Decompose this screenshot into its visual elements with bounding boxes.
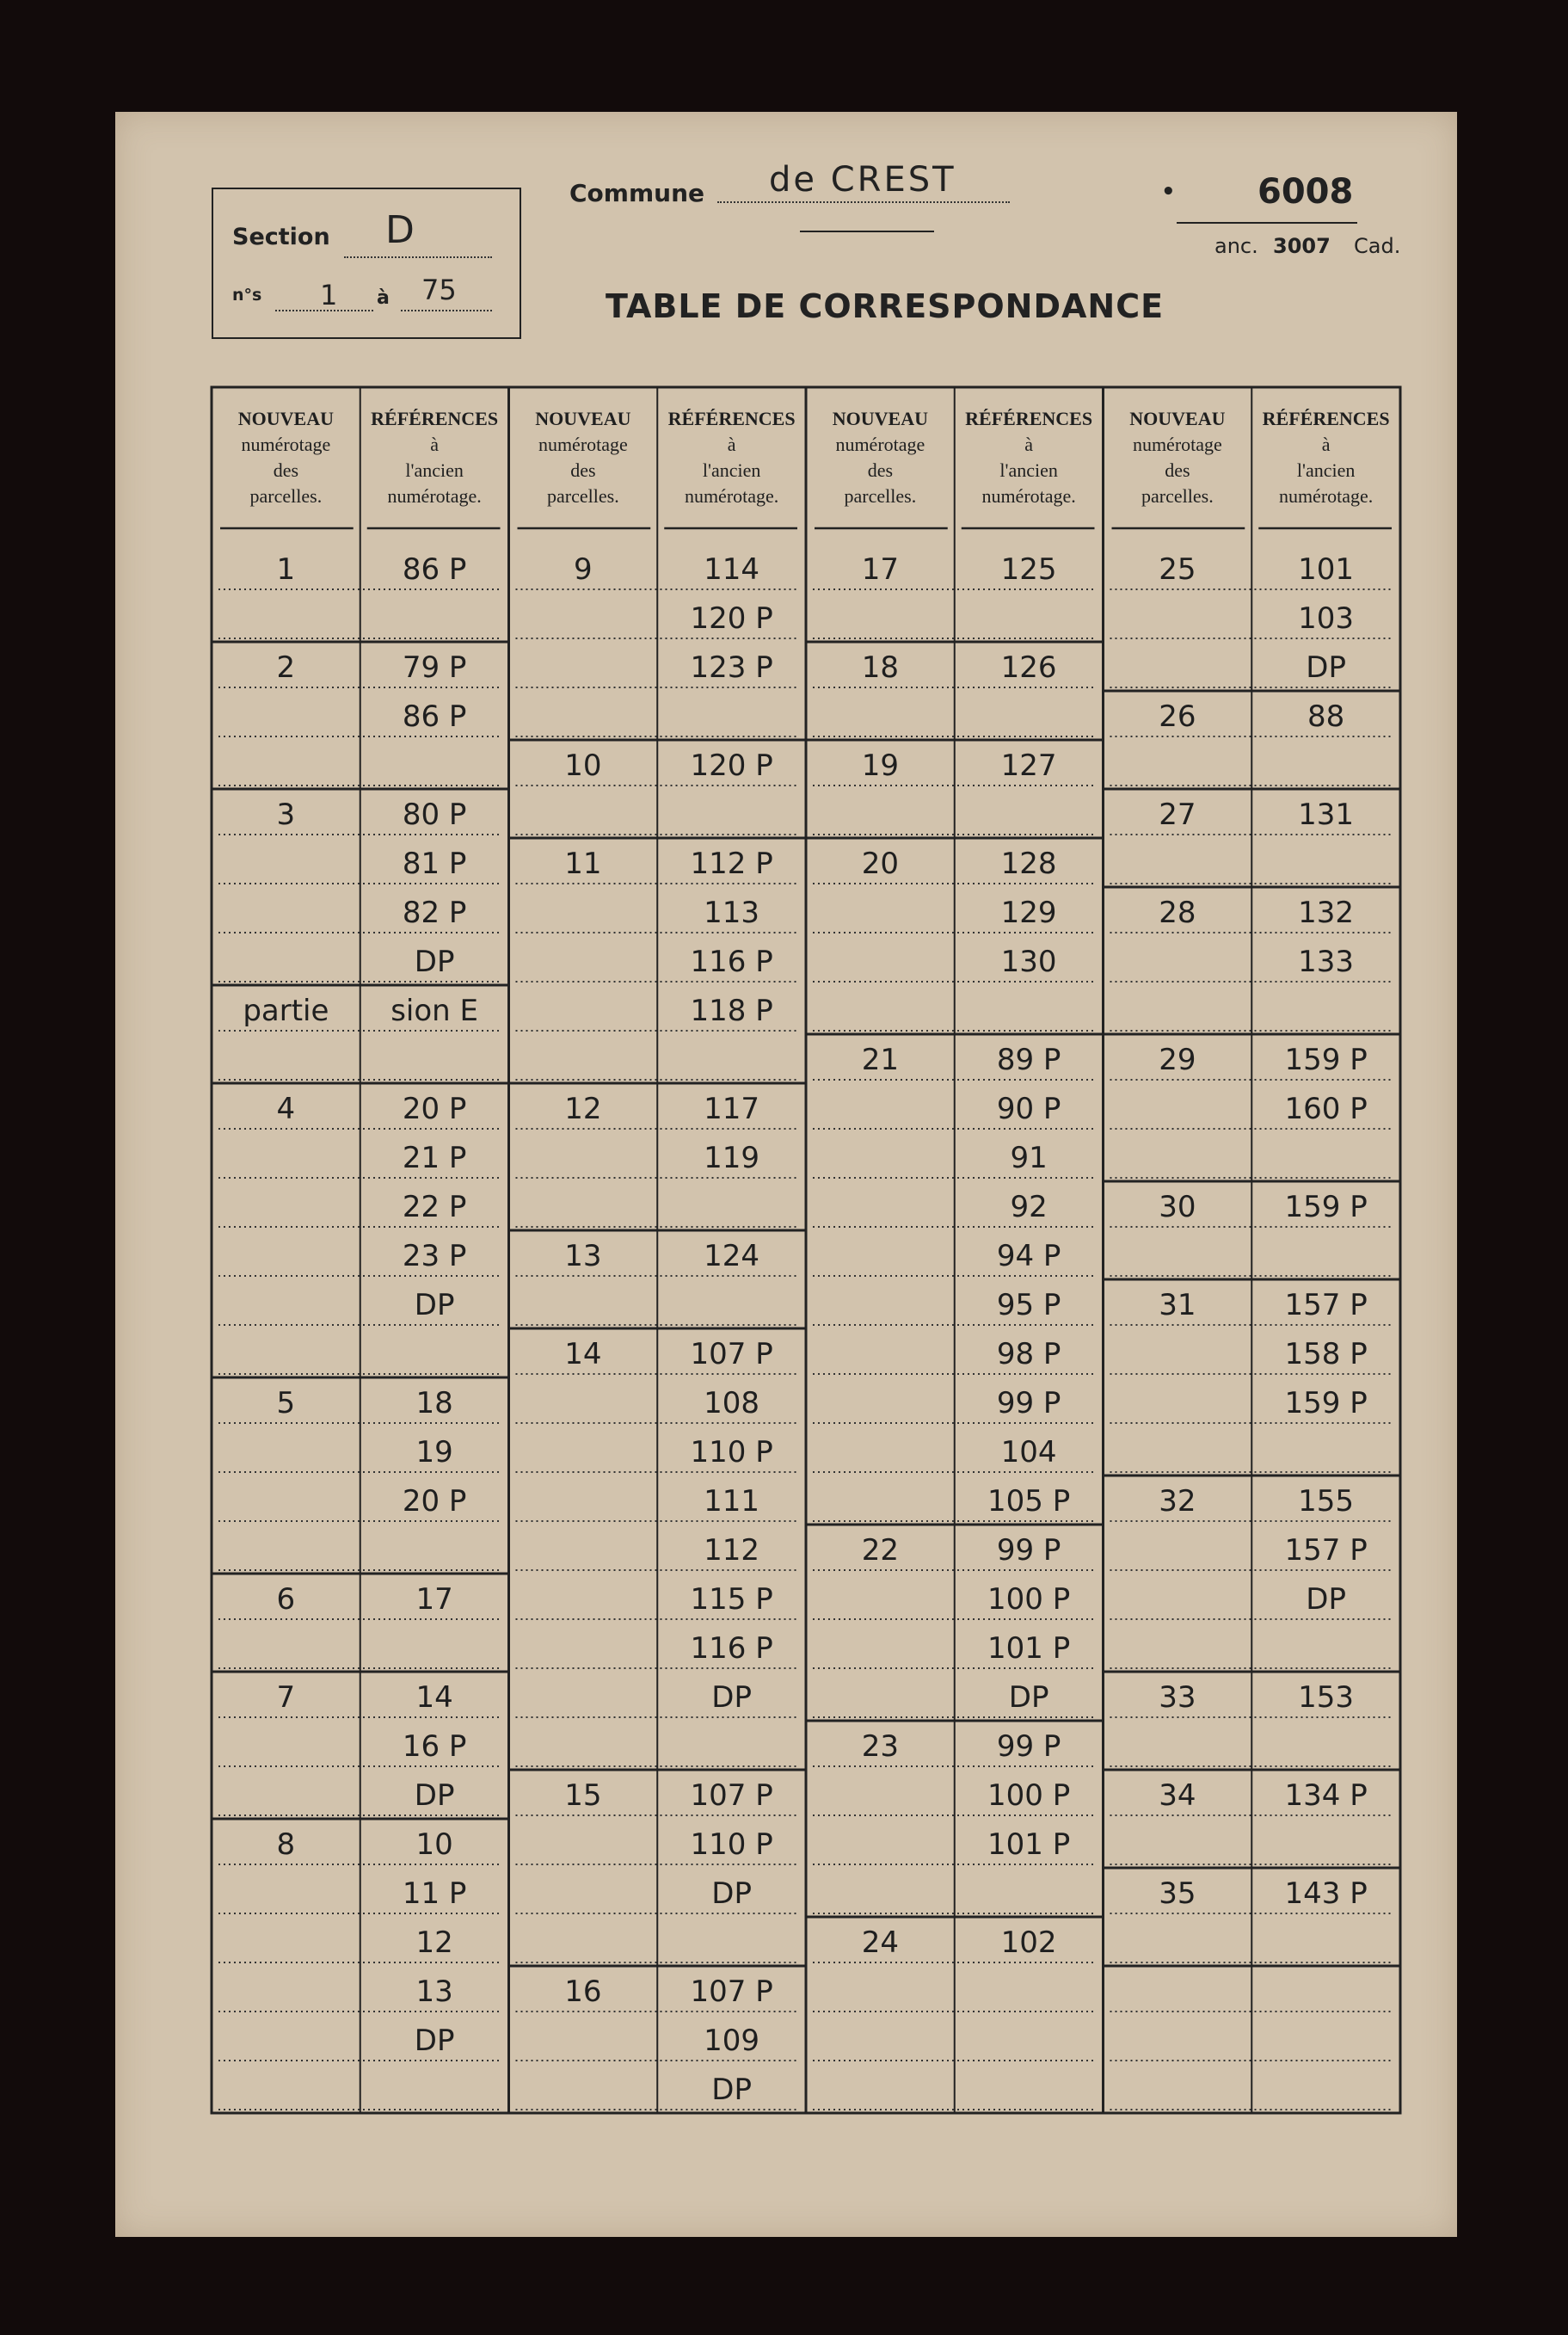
parcel-old-reference: 90 P: [996, 1092, 1061, 1126]
parcel-old-reference: 115 P: [690, 1582, 773, 1617]
parcel-old-reference: 159 P: [1284, 1043, 1368, 1077]
parcel-new-number: 15: [564, 1778, 602, 1813]
parcel-old-reference: 21 P: [402, 1141, 467, 1175]
parcel-old-reference: 86 P: [402, 699, 467, 734]
parcel-old-reference: 158 P: [1284, 1337, 1368, 1371]
parcel-old-reference: 112: [704, 1533, 760, 1568]
header-references-line: à: [1321, 434, 1331, 455]
header-nouveau-line: des: [570, 459, 596, 481]
parcel-old-reference: DP: [414, 1778, 455, 1813]
parcel-old-reference: 100 P: [987, 1582, 1071, 1617]
parcel-old-reference: 104: [1000, 1435, 1057, 1469]
header-nouveau-line: numérotage: [538, 434, 628, 455]
section-label: Section: [232, 224, 330, 250]
header-references-line: RÉFÉRENCES: [965, 408, 1093, 429]
correspondence-card: [115, 112, 1457, 2237]
parcel-old-reference: 116 P: [690, 945, 773, 979]
parcel-old-reference: 14: [415, 1680, 453, 1715]
parcel-old-reference: 88: [1307, 699, 1345, 734]
parcel-old-reference: 116 P: [690, 1631, 773, 1666]
parcel-old-reference: 100 P: [987, 1778, 1071, 1813]
header-nouveau-line: NOUVEAU: [832, 408, 928, 429]
parcel-old-reference: sion E: [390, 994, 479, 1028]
header-references-line: l'ancien: [1296, 459, 1356, 481]
parcel-new-number: 16: [564, 1975, 602, 2009]
parcel-new-number: 5: [276, 1386, 296, 1420]
parcel-old-reference: 105 P: [987, 1484, 1071, 1519]
parcel-old-reference: 99 P: [996, 1729, 1061, 1764]
range-separator: à: [377, 287, 390, 309]
parcel-old-reference: 98 P: [996, 1337, 1061, 1371]
header-nouveau-line: NOUVEAU: [535, 408, 631, 429]
parcel-old-reference: 101: [1298, 552, 1355, 587]
range-to: 75: [421, 274, 457, 306]
parcel-new-number: 10: [564, 749, 602, 783]
parcel-old-reference: 124: [704, 1239, 760, 1273]
parcel-new-number: 12: [564, 1092, 602, 1126]
parcel-new-number: 22: [861, 1533, 900, 1568]
section-value: D: [385, 208, 415, 252]
parcel-new-number: 14: [564, 1337, 602, 1371]
parcel-new-number: 27: [1159, 798, 1196, 832]
parcel-old-reference: 103: [1298, 601, 1355, 636]
parcel-old-reference: 92: [1010, 1190, 1048, 1224]
parcel-old-reference: DP: [711, 1876, 752, 1911]
parcel-old-reference: 120 P: [690, 601, 773, 636]
parcel-old-reference: 101 P: [987, 1827, 1071, 1862]
parcel-new-number: 26: [1159, 699, 1196, 734]
parcel-old-reference: DP: [414, 2024, 455, 2058]
header-nouveau-line: numérotage: [1132, 434, 1222, 455]
parcel-old-reference: DP: [711, 1680, 752, 1715]
parcel-old-reference: 123 P: [690, 650, 773, 685]
header-nouveau-line: parcelles.: [1141, 485, 1214, 507]
header-references-line: RÉFÉRENCES: [371, 408, 499, 429]
anc-label: anc.: [1214, 234, 1258, 258]
parcel-old-reference: 133: [1298, 945, 1355, 979]
range-from: 1: [320, 279, 338, 311]
parcel-old-reference: 19: [415, 1435, 453, 1469]
parcel-new-number: 28: [1159, 896, 1196, 930]
header-nouveau-line: numérotage: [241, 434, 331, 455]
parcel-old-reference: 119: [704, 1141, 760, 1175]
header-nouveau-line: parcelles.: [249, 485, 323, 507]
parcel-new-number: 31: [1159, 1288, 1196, 1322]
header-references-line: à: [727, 434, 736, 455]
parcel-new-number: 30: [1159, 1190, 1196, 1224]
parcel-old-reference: DP: [414, 945, 455, 979]
parcel-new-number: 24: [861, 1925, 900, 1960]
parcel-old-reference: DP: [1008, 1680, 1049, 1715]
parcel-old-reference: 127: [1000, 749, 1057, 783]
commune-label: Commune: [569, 179, 704, 207]
parcel-old-reference: 12: [415, 1925, 453, 1960]
parcel-old-reference: 94 P: [996, 1239, 1061, 1273]
parcel-new-number: 34: [1159, 1778, 1196, 1813]
parcel-old-reference: 130: [1000, 945, 1057, 979]
parcel-new-number: 2: [276, 650, 296, 685]
parcel-old-reference: 111: [704, 1484, 760, 1519]
parcel-old-reference: 159 P: [1284, 1386, 1368, 1420]
header-nouveau-line: NOUVEAU: [1129, 408, 1226, 429]
header-nouveau-line: des: [1165, 459, 1190, 481]
parcel-old-reference: 120 P: [690, 749, 773, 783]
header-references-line: RÉFÉRENCES: [1262, 408, 1390, 429]
parcel-old-reference: 17: [415, 1582, 453, 1617]
parcel-old-reference: 107 P: [690, 1975, 773, 2009]
parcel-old-reference: 91: [1010, 1141, 1048, 1175]
parcel-old-reference: 114: [704, 552, 760, 587]
commune-end-dot: •: [1161, 179, 1176, 205]
parcel-old-reference: DP: [414, 1288, 455, 1322]
header-references-line: numérotage.: [981, 485, 1076, 507]
header-nouveau-line: des: [273, 459, 299, 481]
parcel-old-reference: 117: [704, 1092, 760, 1126]
parcel-old-reference: 16 P: [402, 1729, 467, 1764]
parcel-new-number: 7: [276, 1680, 296, 1715]
parcel-new-number: 32: [1159, 1484, 1196, 1519]
parcel-old-reference: 126: [1000, 650, 1057, 685]
header-references-line: RÉFÉRENCES: [667, 408, 796, 429]
parcel-new-number: 23: [861, 1729, 900, 1764]
parcel-old-reference: DP: [1306, 650, 1346, 685]
parcel-old-reference: 23 P: [402, 1239, 467, 1273]
parcel-old-reference: 129: [1000, 896, 1057, 930]
parcel-old-reference: 160 P: [1284, 1092, 1368, 1126]
parcel-new-number: 35: [1159, 1876, 1196, 1911]
header-references-line: l'ancien: [702, 459, 761, 481]
parcel-new-number: 20: [861, 847, 900, 881]
parcel-old-reference: DP: [1306, 1582, 1346, 1617]
header-references-line: l'ancien: [405, 459, 464, 481]
parcel-new-number: 21: [861, 1043, 900, 1077]
commune-value: de CREST: [769, 160, 956, 200]
parcel-old-reference: 20 P: [402, 1092, 467, 1126]
parcel-old-reference: 81 P: [402, 847, 467, 881]
header-references-line: à: [430, 434, 440, 455]
header-references-line: à: [1024, 434, 1034, 455]
parcel-old-reference: 95 P: [996, 1288, 1061, 1322]
parcel-old-reference: 109: [704, 2024, 760, 2058]
parcel-new-number: 33: [1159, 1680, 1196, 1715]
correspondence-table: [115, 112, 1457, 2237]
parcel-old-reference: 157 P: [1284, 1533, 1368, 1568]
parcel-old-reference: 10: [415, 1827, 453, 1862]
parcel-old-reference: 110 P: [690, 1435, 773, 1469]
parcel-new-number: 13: [564, 1239, 602, 1273]
parcel-old-reference: 80 P: [402, 798, 467, 832]
header-references-line: numérotage.: [1278, 485, 1374, 507]
header-nouveau-line: NOUVEAU: [237, 408, 334, 429]
parcel-old-reference: 99 P: [996, 1386, 1061, 1420]
parcel-new-number: 11: [564, 847, 602, 881]
parcel-old-reference: 22 P: [402, 1190, 467, 1224]
header-nouveau-line: numérotage: [835, 434, 925, 455]
parcel-old-reference: 125: [1000, 552, 1057, 587]
parcel-old-reference: DP: [711, 2073, 752, 2107]
parcel-old-reference: 20 P: [402, 1484, 467, 1519]
parcel-old-reference: 132: [1298, 896, 1355, 930]
parcel-old-reference: 113: [704, 896, 760, 930]
parcel-old-reference: 155: [1298, 1484, 1355, 1519]
parcel-old-reference: 153: [1298, 1680, 1355, 1715]
parcel-old-reference: 101 P: [987, 1631, 1071, 1666]
parcel-old-reference: 11 P: [402, 1876, 467, 1911]
header-nouveau-line: parcelles.: [547, 485, 619, 507]
parcel-new-number: 25: [1159, 552, 1196, 587]
parcel-old-reference: 159 P: [1284, 1190, 1368, 1224]
parcel-new-number: 8: [276, 1827, 296, 1862]
parcel-new-number: 17: [861, 552, 900, 587]
parcel-old-reference: 99 P: [996, 1533, 1061, 1568]
header-references-line: numérotage.: [684, 485, 779, 507]
anc-value: 3007: [1273, 234, 1331, 258]
parcel-new-number: 3: [276, 798, 296, 832]
parcel-old-reference: 107 P: [690, 1337, 773, 1371]
parcel-old-reference: 128: [1000, 847, 1057, 881]
parcel-old-reference: 118 P: [690, 994, 773, 1028]
parcel-new-number: 4: [276, 1092, 296, 1126]
parcel-new-number: 18: [861, 650, 900, 685]
parcel-new-number: 9: [574, 552, 593, 587]
parcel-new-number: 1: [276, 552, 296, 587]
parcel-old-reference: 157 P: [1284, 1288, 1368, 1322]
parcel-old-reference: 110 P: [690, 1827, 773, 1862]
parcel-new-number: 6: [276, 1582, 296, 1617]
parcel-old-reference: 108: [704, 1386, 760, 1420]
header-references-line: l'ancien: [999, 459, 1058, 481]
table-title: TABLE DE CORRESPONDANCE: [606, 287, 1165, 325]
parcel-old-reference: 86 P: [402, 552, 467, 587]
cad-label: Cad.: [1354, 234, 1401, 258]
parcel-old-reference: 13: [415, 1975, 453, 2009]
parcel-old-reference: 143 P: [1284, 1876, 1368, 1911]
nos-label: n°s: [232, 286, 262, 305]
parcel-old-reference: 18: [415, 1386, 453, 1420]
parcel-new-number: partie: [243, 994, 329, 1028]
parcel-new-number: 19: [861, 749, 900, 783]
parcel-old-reference: 112 P: [690, 847, 773, 881]
parcel-old-reference: 79 P: [402, 650, 467, 685]
parcel-new-number: 29: [1159, 1043, 1196, 1077]
header-nouveau-line: des: [867, 459, 894, 481]
parcel-old-reference: 131: [1298, 798, 1355, 832]
header-references-line: numérotage.: [387, 485, 482, 507]
parcel-old-reference: 82 P: [402, 896, 467, 930]
parcel-old-reference: 89 P: [996, 1043, 1061, 1077]
parcel-old-reference: 134 P: [1284, 1778, 1368, 1813]
parcel-old-reference: 107 P: [690, 1778, 773, 1813]
header-nouveau-line: parcelles.: [844, 485, 917, 507]
document-number: 6008: [1257, 172, 1354, 212]
parcel-old-reference: 102: [1000, 1925, 1057, 1960]
